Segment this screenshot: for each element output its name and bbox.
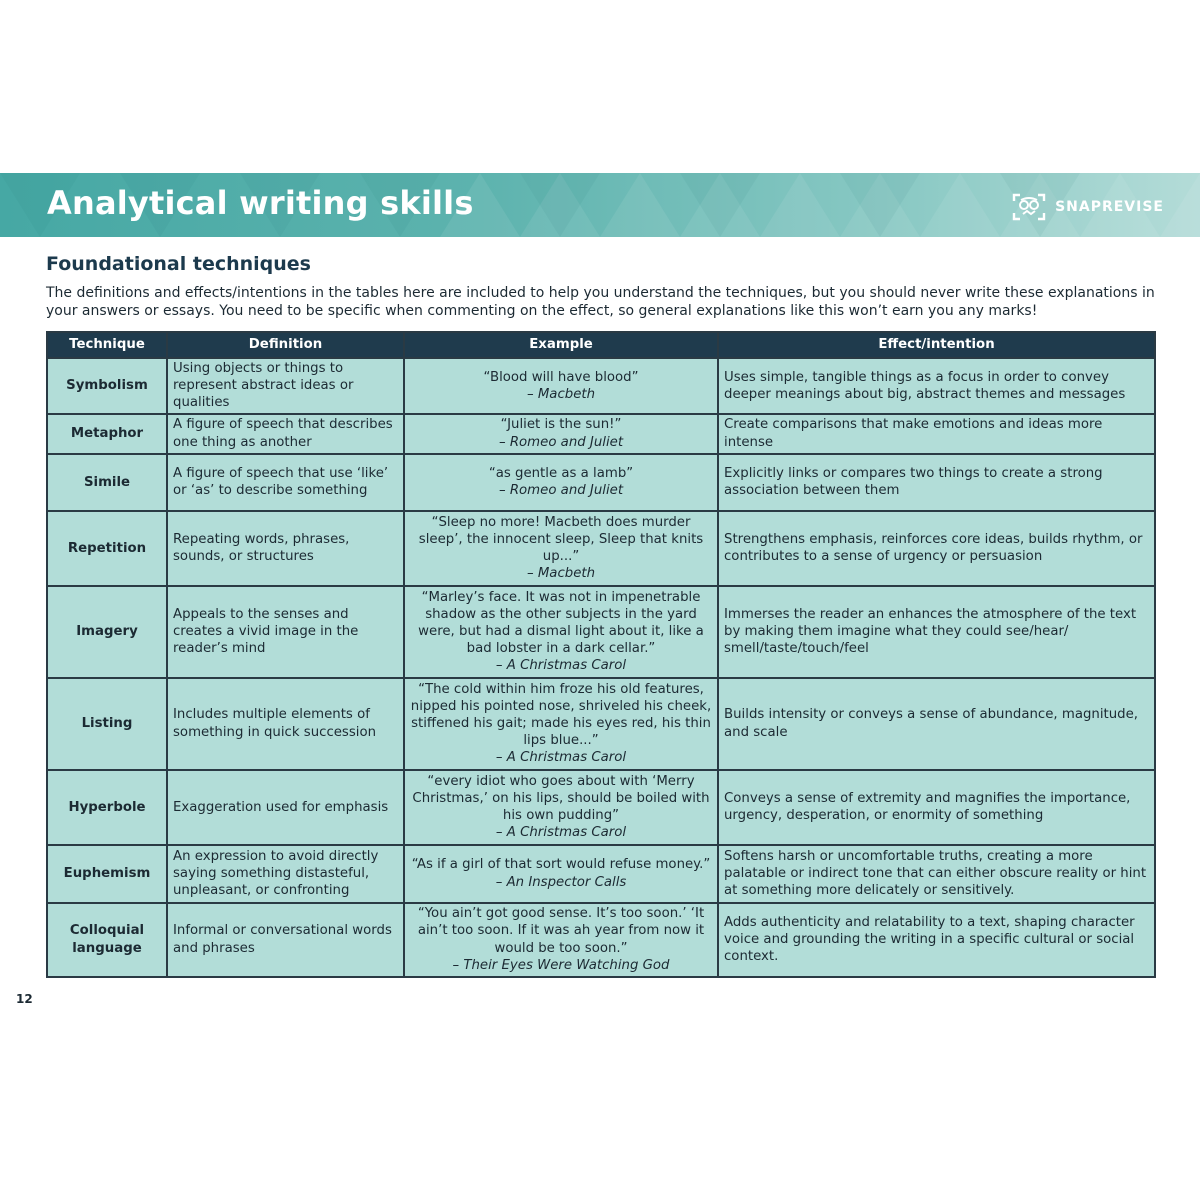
example-source: – Their Eyes Were Watching God [452,957,670,973]
effect-cell: Conveys a sense of extremity and magnifies the importance, urgency, desperation, or enormity of something [718,770,1155,845]
table-row [47,454,1155,511]
effect-cell: Immerses the reader an enhances the atmosphere of the text by making them imagine what they could see/hear/ smell/taste/touch/feel [718,586,1155,678]
effect-cell: Builds intensity or conveys a sense of abundance, magnitude, and scale [718,678,1155,770]
effect-cell: Uses simple, tangible things as a focus in order to convey deeper meanings about big, abstract themes and messages [718,358,1155,414]
technique-cell: Simile [47,454,167,511]
page-number: 12 [16,992,33,1006]
example-quote: “The cold within him froze his old features, nipped his pointed nose, shriveled his cheek, stiffened his gait; made his eyes red, his thin lips blue...” [410,681,712,749]
example-quote: “Sleep no more! Macbeth does murder sleep’, the innocent sleep, Sleep that knits up...” [418,514,704,565]
table-header-row [47,332,1155,358]
technique-cell: Hyperbole [47,770,167,845]
technique-cell: Colloquial language [47,903,167,977]
table-row [47,586,1155,678]
definition-cell: Appeals to the senses and creates a vivid image in the reader’s mind [167,586,404,678]
definition-cell: Informal or conversational words and phrases [167,903,404,977]
owl-logo-icon [1011,192,1047,222]
effect-cell: Adds authenticity and relatability to a text, shaping character voice and grounding the writing in a specific cultural or social context. [718,903,1155,977]
example-cell [404,358,718,414]
example-source: – A Christmas Carol [495,658,627,674]
brand-logo [1011,192,1164,222]
example-cell [404,414,718,454]
technique-cell: Listing [47,678,167,770]
table-row [47,358,1155,414]
example-quote: “You ain’t got good sense. It’s too soon.’ ‘It ain’t too soon. If it was ah year from now it would be too soon.” [417,906,705,956]
example-source: – Romeo and Juliet [498,434,624,450]
example-source: – A Christmas Carol [495,825,627,841]
example-cell [404,511,718,586]
column-header-technique: Technique [47,332,167,358]
effect-cell: Strengthens emphasis, reinforces core ideas, builds rhythm, or contributes to a sense of urgency or persuasion [718,511,1155,586]
example-cell [404,770,718,845]
definition-cell: Repeating words, phrases, sounds, or structures [167,511,404,586]
title-banner [0,173,1200,237]
example-cell [404,903,718,977]
intro-paragraph: The definitions and effects/intentions in the tables here are included to help you understand the techniques, but you should never write these explanations in your answers or essays. You need to be specific when commenting on the effect, so general explanations like this won’t earn you any marks! [46,285,1155,319]
example-quote: “every idiot who goes about with ‘Merry Christmas,’ on his lips, should be boiled with his own pudding” [412,773,710,824]
example-quote: “Juliet is the sun!” [500,417,622,433]
example-quote: “as gentle as a lamb” [488,465,634,481]
column-header-example: Example [404,332,718,358]
definition-cell: Includes multiple elements of something in quick succession [167,678,404,770]
effect-cell: Softens harsh or uncomfortable truths, creating a more palatable or indirect tone that can either obscure reality or hint at something more delicately or sensitively. [718,845,1155,903]
example-cell [404,586,718,678]
definition-cell: Exaggeration used for emphasis [167,770,404,845]
example-quote: “As if a girl of that sort would refuse money.” [411,857,711,873]
example-cell [404,678,718,770]
technique-cell: Euphemism [47,845,167,903]
example-source: – Romeo and Juliet [498,483,624,499]
technique-cell: Symbolism [47,358,167,414]
technique-cell: Metaphor [47,414,167,454]
definition-cell: A figure of speech that use ‘like’ or ‘as’ to describe something [167,454,404,511]
example-source: – An Inspector Calls [495,874,627,890]
example-source: – A Christmas Carol [495,750,627,766]
section-title: Foundational techniques [46,253,311,275]
table-row [47,678,1155,770]
brand-name: SNAPREVISE [1055,199,1164,215]
technique-cell: Imagery [47,586,167,678]
table-row [47,845,1155,903]
table-row [47,414,1155,454]
example-cell [404,454,718,511]
example-quote: “Marley’s face. It was not in impenetrable shadow as the other subjects in the yard were, but had a dismal light about it, like a bad lobster in a dark cellar.” [418,589,704,657]
column-header-definition: Definition [167,332,404,358]
techniques-table [46,331,1156,978]
effect-cell: Explicitly links or compares two things to create a strong association between them [718,454,1155,511]
column-header-effect: Effect/intention [718,332,1155,358]
table-row [47,770,1155,845]
example-source: – Macbeth [526,566,596,582]
example-cell [404,845,718,903]
table-row [47,511,1155,586]
definition-cell: An expression to avoid directly saying something distasteful, unpleasant, or confronting [167,845,404,903]
example-source: – Macbeth [526,386,596,402]
definition-cell: A figure of speech that describes one thing as another [167,414,404,454]
technique-cell: Repetition [47,511,167,586]
effect-cell: Create comparisons that make emotions and ideas more intense [718,414,1155,454]
example-quote: “Blood will have blood” [483,369,639,385]
page-title: Analytical writing skills [47,184,474,222]
table-row [47,903,1155,977]
definition-cell: Using objects or things to represent abstract ideas or qualities [167,358,404,414]
